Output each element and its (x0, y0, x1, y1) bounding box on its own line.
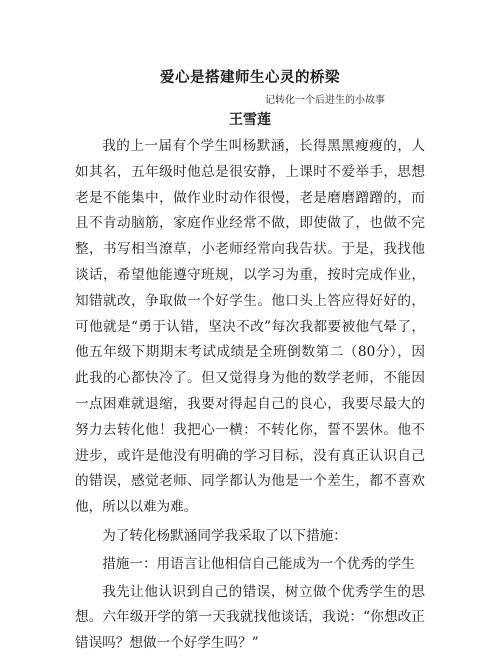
paragraph-3: 措施一：用语言让他相信自己能成为一个优秀的学生 (102, 555, 415, 572)
paragraph-2: 为了转化杨默涵同学我采取了以下措施： (102, 527, 347, 544)
document-body (75, 134, 425, 657)
document-author: 王雪莲 (229, 112, 271, 128)
paragraph-1: 我的上一届有个学生叫杨默涵，长得黑黑瘦瘦的，人如其名，五年级时他总是很安静，上课时不爱举手，思想老是不能集中，做作业时动作很慢，老是磨磨蹭蹭的，而且不肯动脑筋，家庭作业经常不做，即使做了，也做不完整，书写相当潦草，小老师经常向我告状。于是，我找他谈话，希望他能遵守班规，以学习为重，按时完成作业，知错就改，争取做一个好学生。他口头上答应得好好的，可他就是“勇于认错，坚决不改”每次我都要被他气晕了，他五年级下期期末考试成绩是全班倒数第二（80分），因此我的心都快冷了。但又觉得身为他的数学老师，不能因一点困难就退缩，我要对得起自己的良心，我要尽最大的努力去转化他！我把心一横：不转化你，誓不罢休。他不进步，或许是他没有明确的学习目标，没有真正认识自己的错误，感觉老师、同学都认为他是一个差生，都不喜欢他，所以以难为难。 (75, 138, 425, 516)
document-subtitle: 记转化一个后进生的小故事 (265, 95, 385, 106)
paragraph-4: 我先让他认识到自己的错误，树立做个优秀学生的思想。六年级开学的第一天我就找他谈话，我说：“你想改正错误吗？想做一个好学生吗？” (75, 583, 425, 652)
document-title: 爱心是搭建师生心灵的桥梁 (160, 69, 340, 86)
